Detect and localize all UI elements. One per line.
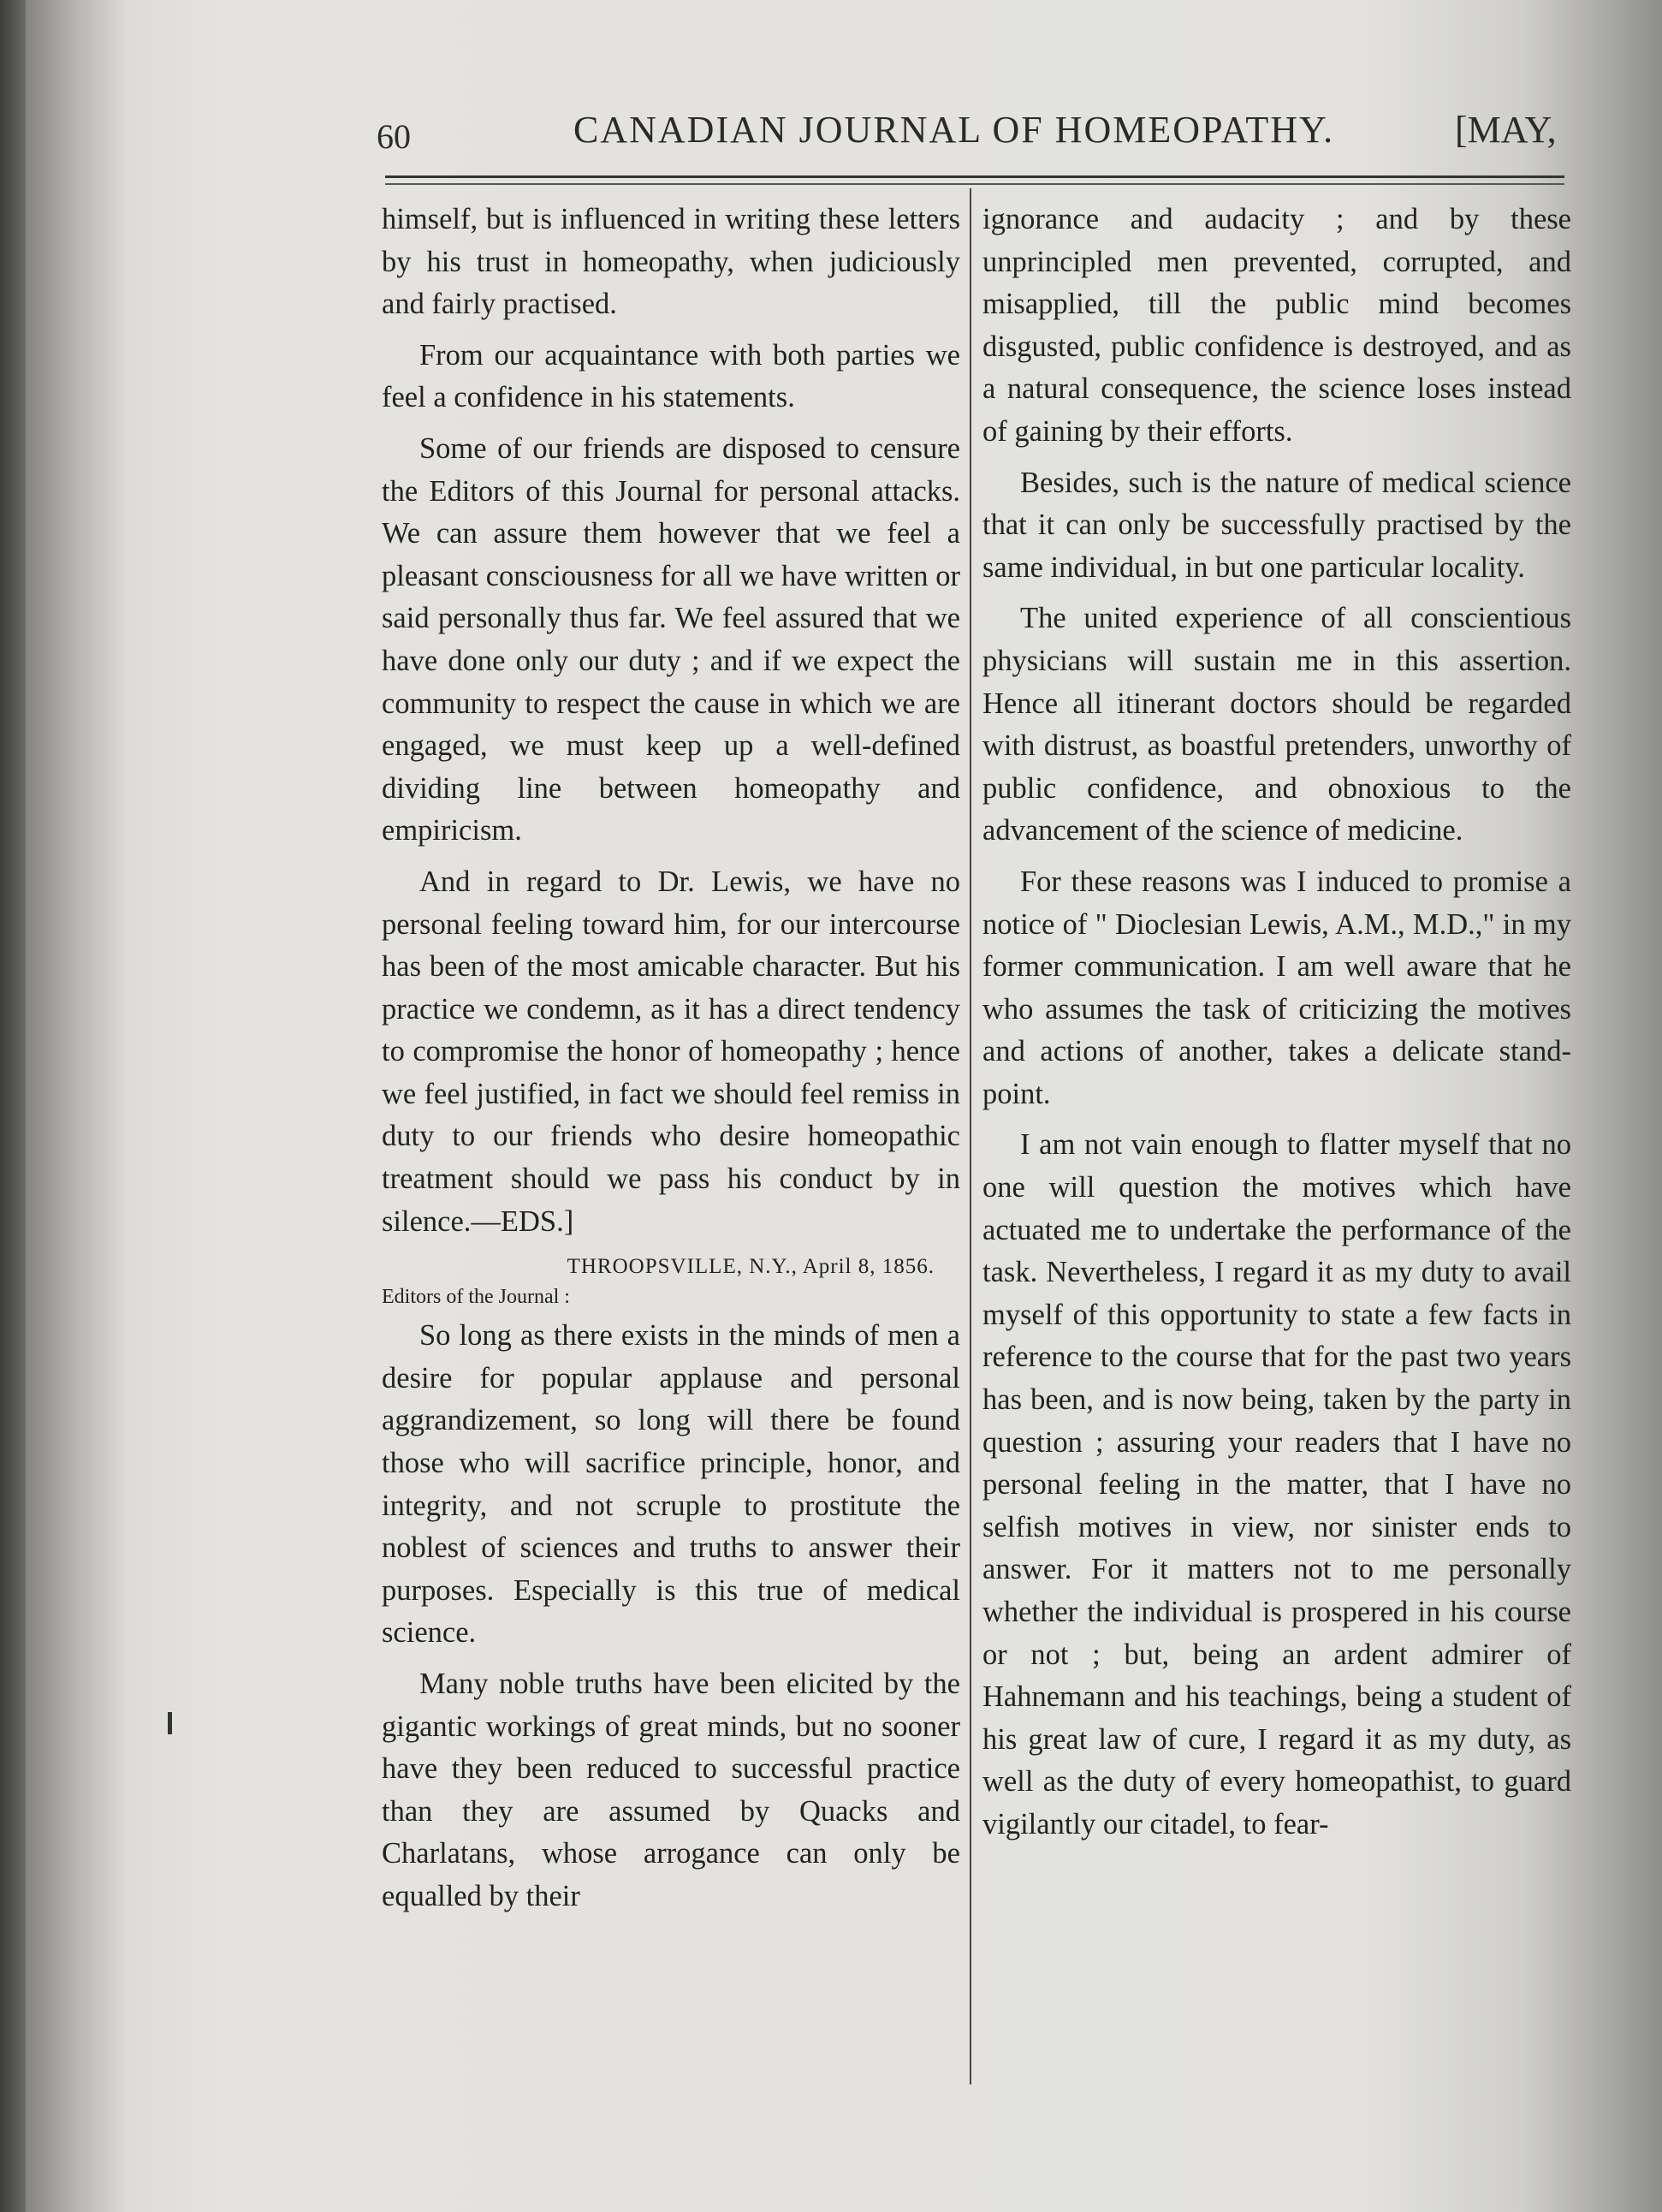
paragraph: Some of our friends are disposed to censure the Editors of this Journal for personal attacks. We can assure them however that we feel a pleasant consciousness for all we have written or said personally thus far. We feel assured that we have done only our duty ; and if we expect the community to respect the cause in which we are engaged, we must keep up a well-defined dividing line between homeopathy and empiricism. xyxy=(382,431,960,847)
paragraph: For these reasons was I induced to promise a notice of " Dioclesian Lewis, A.M., M.D.," in my former communication. I am well aware that he who assumes the task of criticizing the motives and actions of another, takes a delicate stand-point. xyxy=(982,865,1571,1110)
journal-title: CANADIAN JOURNAL OF HOMEOPATHY. xyxy=(573,109,1335,151)
right-column xyxy=(982,199,1571,1855)
header-rule xyxy=(385,175,1564,178)
paragraph: So long as there exists in the minds of men a desire for popular applause and personal aggrandizement, so long will there be found those who will sacrifice principle, honor, and integrity, and not scruple to prostitute the noblest of sciences and truths to answer their purposes. Especially is this true of medical science. xyxy=(382,1319,960,1650)
paragraph: The united experience of all conscientious physicians will sustain me in this assertion. Hence all itinerant doctors should be regarded with distrust, as boastful pretenders, unworthy of public confidence, and obnoxious to the advancement of the science of medicine. xyxy=(982,602,1571,847)
column-divider xyxy=(970,188,971,2084)
paragraph: From our acquaintance with both parties we feel a confidence in his statements. xyxy=(382,338,960,414)
page-number: 60 xyxy=(377,117,411,156)
issue-month: [MAY, xyxy=(1455,109,1557,151)
letter-salutation: Editors of the Journal : xyxy=(382,1286,570,1309)
paragraph: I am not vain enough to flatter myself that no one will question the motives which have actuated me to undertake the performance of the task. Nevertheless, I regard it as my duty to avail myself of this opportunity to state a few facts in reference to the course that for the past two years has been, and is now being, taken by the party in question ; assuring your readers that I have no personal feeling in the matter, that I have no selfish motives in view, nor sinister ends to answer. For it matters not to me personally whether the individual is prospered in his course or not ; but, being an ardent admirer of Hahnemann and his teachings, being a student of his great law of cure, I regard it as my duty, as well as the duty of every homeopathist, to guard vigilantly our citadel, to fear- xyxy=(982,1128,1571,1840)
paragraph: Many noble truths have been elicited by the gigantic workings of great minds, but no sooner have they been reduced to successful practice than they are assumed by Quacks and Charlatans, whose arrogance can only be equalled by their xyxy=(382,1668,960,1912)
left-column xyxy=(382,199,960,1927)
margin-mark xyxy=(168,1712,172,1734)
book-spine xyxy=(0,0,26,2212)
paragraph: himself, but is influenced in writing these letters by his trust in homeopathy, when judiciously and fairly practised. xyxy=(382,203,960,321)
paragraph: And in regard to Dr. Lewis, we have no personal feeling toward him, for our intercourse has been of the most amicable character. But his practice we condemn, as it has a direct tendency to compromise the honor of homeopathy ; hence we feel justified, in fact we should feel remiss in duty to our friends who desire homeopathic treatment should we pass his conduct by in silence.—EDS.] xyxy=(382,865,960,1238)
paragraph: Besides, such is the nature of medical science that it can only be successfully practised by the same individual, in but one particular locality. xyxy=(982,466,1571,584)
paragraph: ignorance and audacity ; and by these unprincipled men prevented, corrupted, and misapplied, till the public mind becomes disgusted, public confidence is destroyed, and as a natural consequence, the science loses instead of gaining by their efforts. xyxy=(982,203,1571,448)
header-rule-double xyxy=(385,183,1564,185)
letter-dateline: THROOPSVILLE, N.Y., April 8, 1856. xyxy=(567,1255,935,1279)
